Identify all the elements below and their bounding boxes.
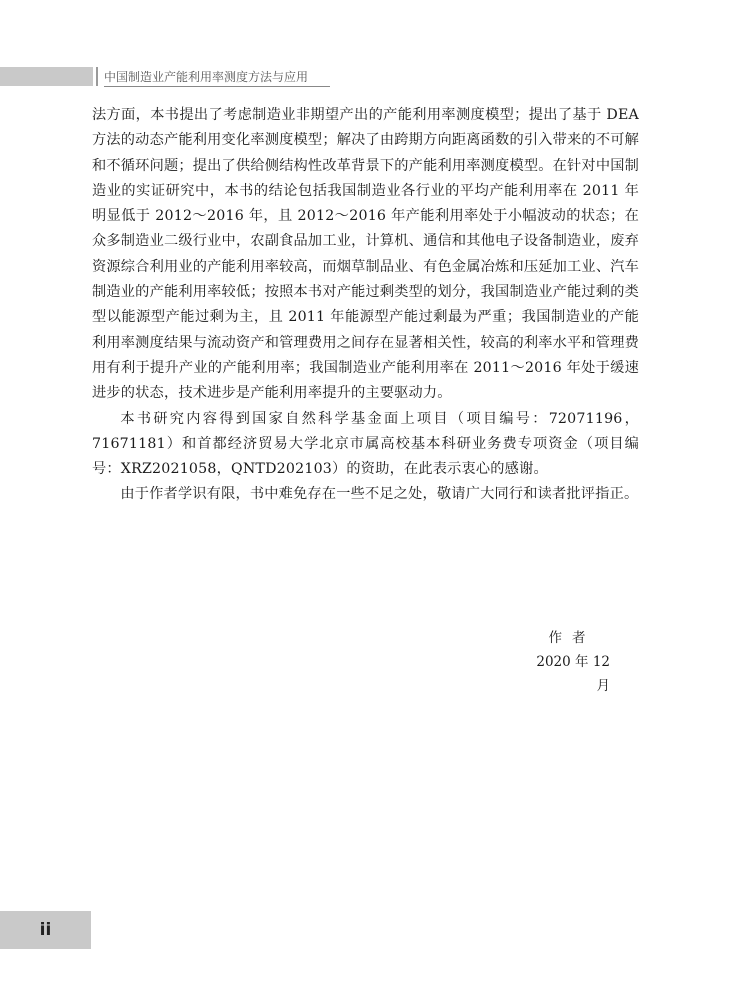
paragraph-closing: 由于作者学识有限，书中难免存在一些不足之处，敬请广大同行和读者批评指正。 bbox=[120, 486, 639, 503]
header-underline bbox=[104, 86, 330, 87]
running-title: 中国制造业产能利用率测度方法与应用 bbox=[104, 70, 309, 84]
signature-block bbox=[520, 626, 610, 698]
signature-author: 作者 bbox=[548, 630, 596, 646]
signature-date: 2020 年 12 月 bbox=[536, 654, 610, 694]
header-separator bbox=[96, 67, 98, 86]
paragraph-acknowledgement: 本书研究内容得到国家自然科学基金面上项目（项目编号：72071196，71671181）和首都经济贸易大学北京市属高校基本科研业务费专项资金（项目编号：XRZ2021058，QNTD202103）的资助，在此表示衷心的感谢。 bbox=[92, 410, 639, 478]
paragraph-continuation: 法方面，本书提出了考虑制造业非期望产出的产能利用率测度模型；提出了基于 DEA 方法的动态产能利用变化率测度模型；解决了由跨期方向距离函数的引入带来的不可解和不循环问题；提出了供给侧结构性改革背景下的产能利用率测度模型。在针对中国制造业的实证研究中，本书的结论包括我国制造业各行业的平均产能利用率在 2011 年明显低于 2012～2016 年，且 2012～2016 年产能利用率处于小幅波动的状态；在众多制造业二级行业中，农副食品加工业，计算机、通信和其他电子设备制造业，废弃资源综合利用业的产能利用率较高，而烟草制品业、有色金属冶炼和压延加工业、汽车制造业的产能利用率较低；按照本书对产能过剩类型的划分，我国制造业产能过剩的类型以能源型产能过剩为主，且 2011 年能源型产能过剩最为严重；我国制造业的产能利用率测度结果与流动资产和管理费用之间存在显著相关性，较高的利率水平和管理费用有利于提升产业的产能利用率；我国制造业产能利用率在 2011～2016 年处于缓速进步的状态，技术进步是产能利用率提升的主要驱动力。 bbox=[92, 107, 639, 402]
page-number-tab bbox=[0, 911, 91, 949]
header-bar bbox=[0, 67, 93, 86]
page-number: ii bbox=[39, 920, 52, 940]
body-text bbox=[92, 103, 639, 508]
